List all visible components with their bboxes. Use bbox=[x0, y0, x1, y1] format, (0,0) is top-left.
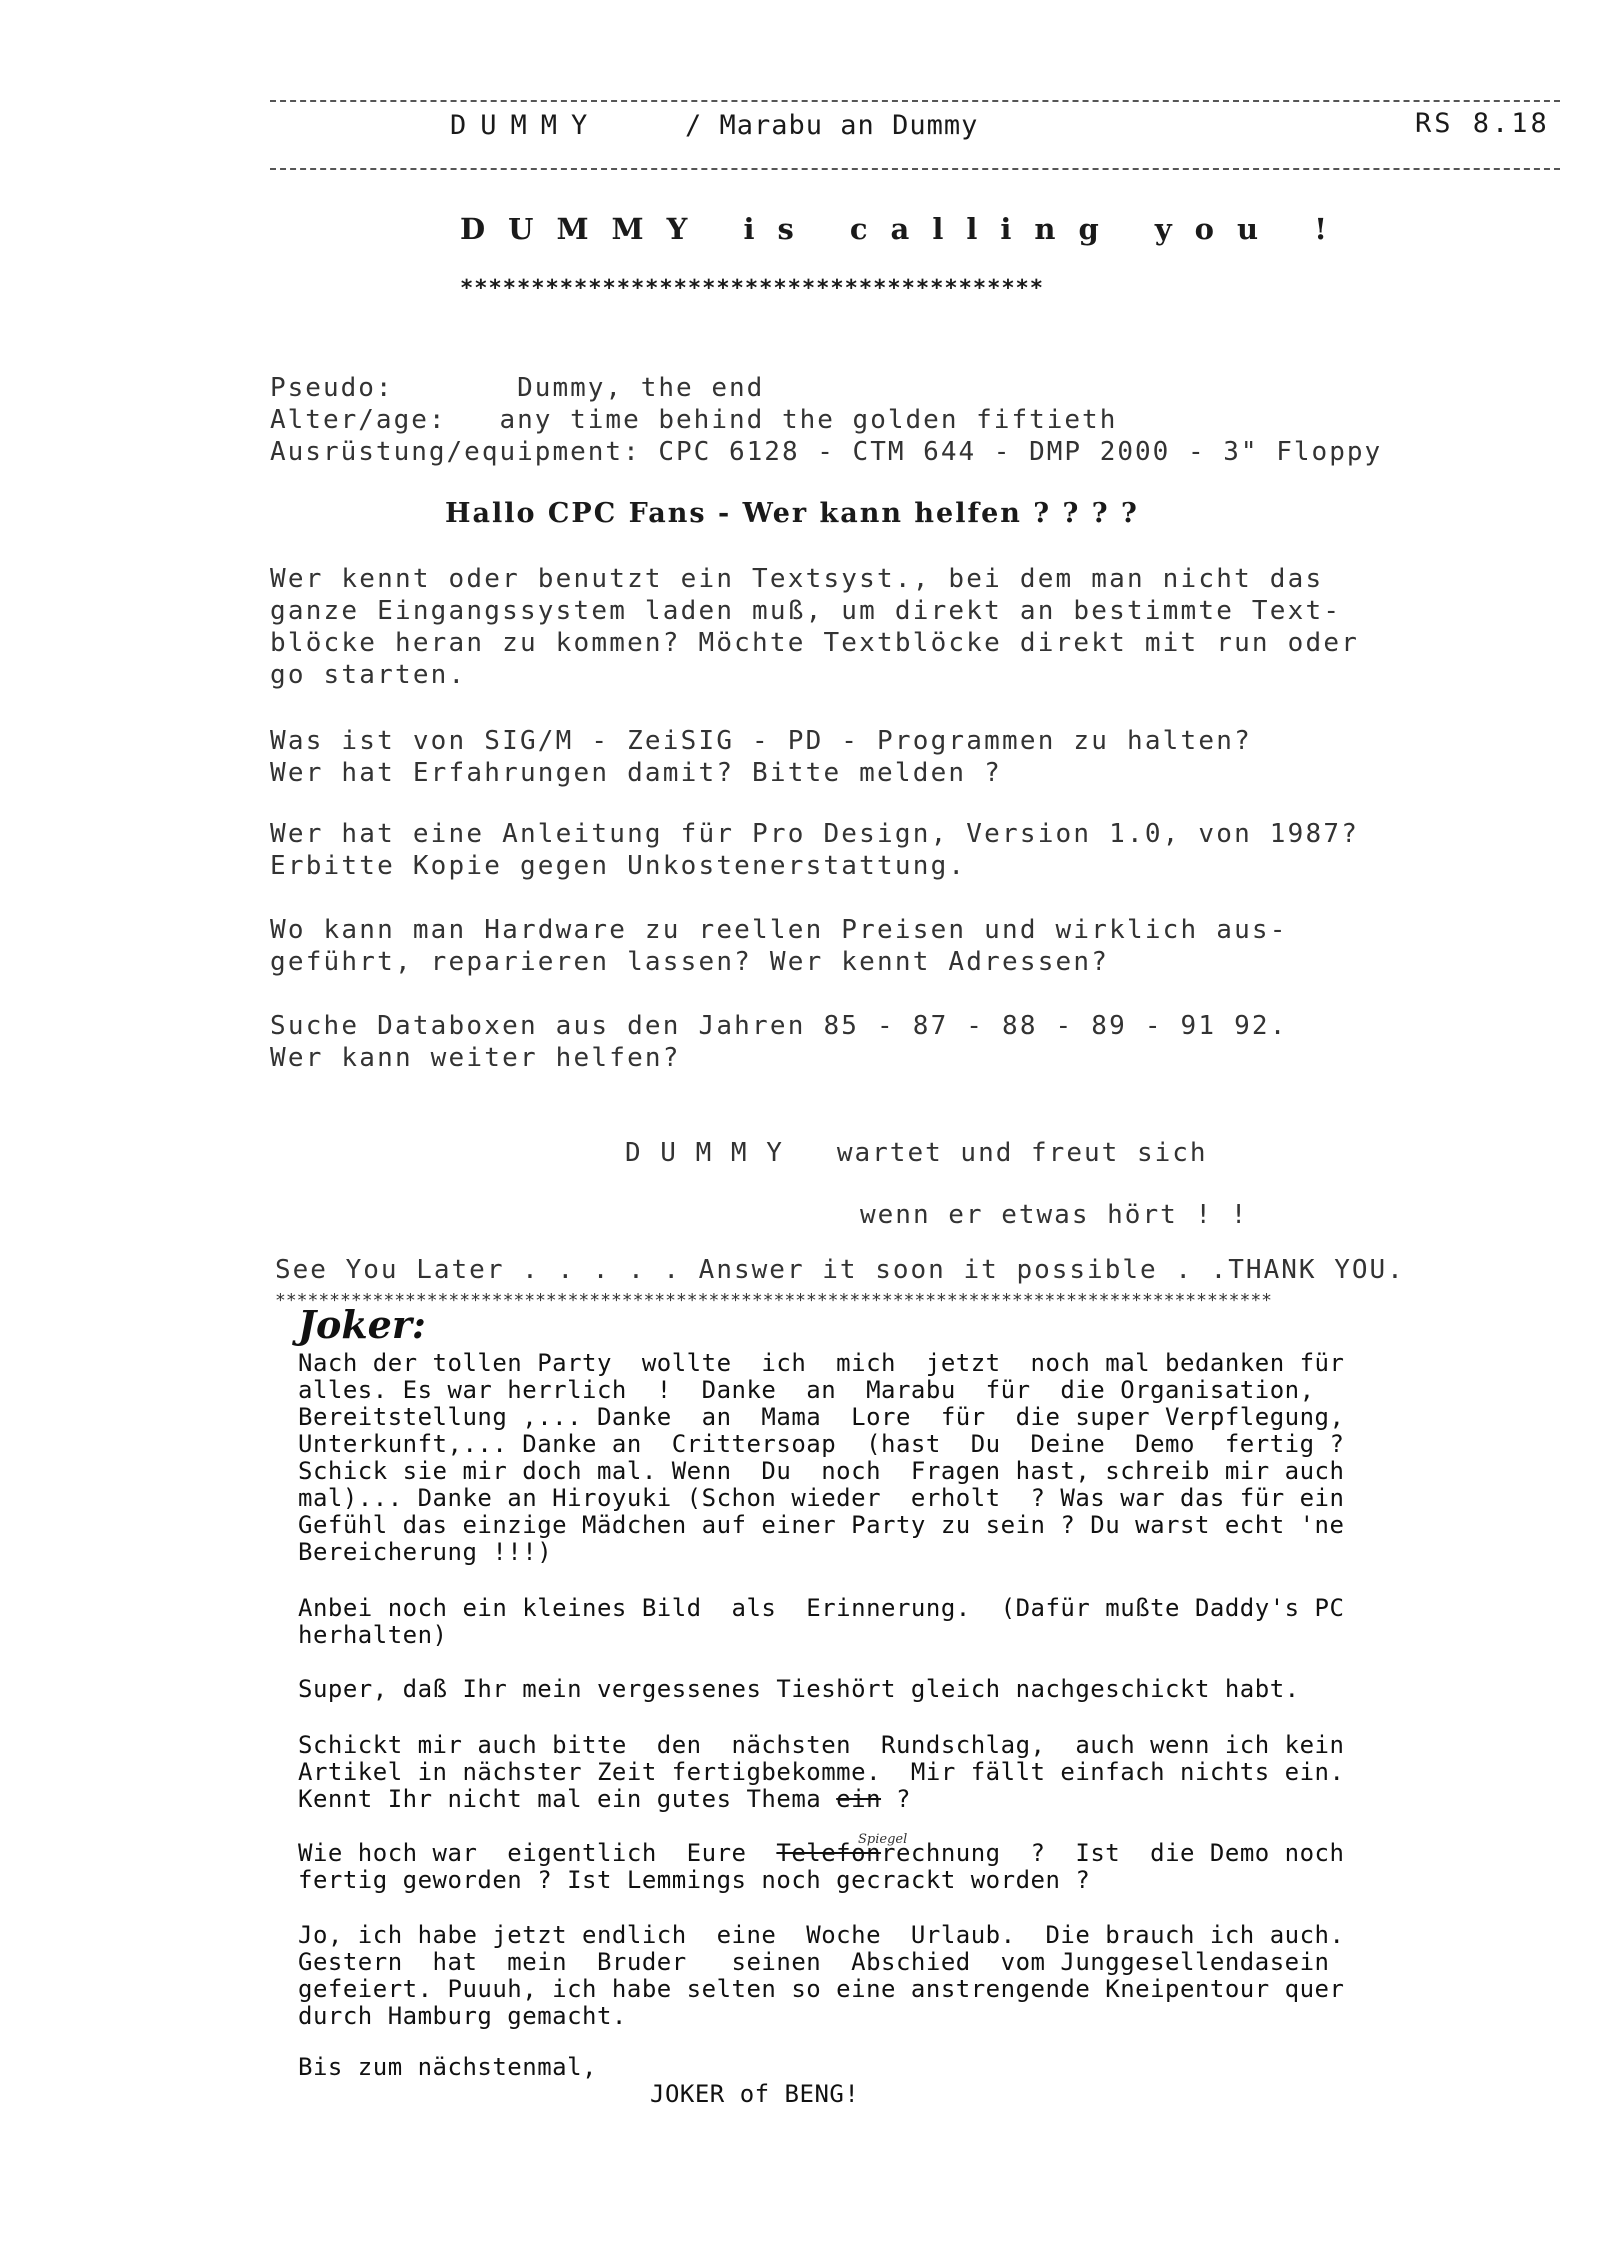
header-subtitle: / Marabu an Dummy bbox=[685, 110, 979, 141]
joker-paragraph-rundschlag bbox=[298, 1732, 1344, 1813]
info-age: Alter/age: any time behind the golden fiftieth bbox=[270, 405, 1118, 435]
paragraph-databoxen: Suche Databoxen aus den Jahren 85 - 87 - 88 - 89 - 91 92. Wer kann weiter helfen? bbox=[270, 1011, 1288, 1073]
info-equipment: Ausrüstung/equipment: CPC 6128 - CTM 644 - DMP 2000 - 3" Floppy bbox=[270, 437, 1383, 467]
header-reference: RS 8.18 bbox=[1415, 108, 1550, 139]
closing-see-you: See You Later . . . . . Answer it soon it possible . .THANK YOU. bbox=[275, 1255, 1405, 1285]
joker-paragraph-telefon bbox=[298, 1840, 1344, 1894]
struck-word-ein: ein bbox=[836, 1785, 882, 1813]
closing-line-1: D U M M Y wartet und freut sich bbox=[625, 1138, 1208, 1168]
paragraph-prodesign: Wer hat eine Anleitung für Pro Design, Version 1.0, von 1987? Erbitte Kopie gegen Unkostenerstattung. bbox=[270, 819, 1360, 881]
rundschlag-text: Schickt mir auch bitte den nächsten Rundschlag, auch wenn ich kein Artikel in nächster Zeit fertigbekomme. Mir fällt einfach nichts ein. Kennt Ihr nicht mal ein gutes Thema bbox=[298, 1731, 1345, 1813]
star-divider-2: ******************************************************************************************** bbox=[275, 1290, 1272, 1311]
paragraph-hardware: Wo kann man Hardware zu reellen Preisen und wirklich aus- geführt, reparieren lassen? Wer kennt Adressen? bbox=[270, 915, 1288, 977]
header-title: DUMMY bbox=[450, 110, 602, 141]
hallo-heading: Hallo CPC Fans - Wer kann helfen ? ? ? ? bbox=[445, 498, 1139, 529]
headline: DUMMY is calling you ! bbox=[460, 212, 1350, 246]
joker-paragraph-thanks: Nach der tollen Party wollte ich mich jetzt noch mal bedanken für alles. Es war herrlich ! Danke an Marabu für die Organisation, Bereitstellung ,... Danke an Mama Lore für die super Verpflegung, Unterkunft,... Danke an Crittersoap (hast Du Deine Demo fertig ? Schick sie mir doch mal. Wenn Du noch Fragen hast, schreib mir auch mal)... Danke an Hiroyuki (Schon wieder erholt ? Was war das für ein Gefühl das einzige Mädchen auf einer Party zu sein ? Du warst echt 'ne Bereicherung !!!) bbox=[298, 1349, 1345, 1566]
info-pseudo: Pseudo: Dummy, the end bbox=[270, 373, 765, 403]
closing-line-2: wenn er etwas hört ! ! bbox=[860, 1200, 1249, 1230]
joker-paragraph-picture: Anbei noch ein kleines Bild als Erinnerung. (Dafür mußte Daddy's PC herhalten) bbox=[298, 1594, 1345, 1649]
joker-paragraph-urlaub: Jo, ich habe jetzt endlich eine Woche Urlaub. Die brauch ich auch. Gestern hat mein Bruder seinen Abschied vom Junggesellendasein gefeiert. Puuuh, ich habe selten so eine anstrengende Kneipentour quer durch Hamburg gemacht. bbox=[298, 1921, 1345, 2030]
struck-word-telefon: Telefon bbox=[776, 1839, 882, 1867]
joker-signature: JOKER of BENG! bbox=[650, 2080, 860, 2108]
header-top-rule bbox=[270, 100, 1560, 102]
handwritten-correction: Spiegel bbox=[858, 1832, 908, 1847]
telefon-end: rechnung ? Ist die Demo noch fertig geworden ? Ist Lemmings noch gecrackt worden ? bbox=[298, 1839, 1345, 1894]
joker-heading: Joker: bbox=[298, 1302, 426, 1347]
star-divider: ***************************************** bbox=[460, 276, 1045, 301]
telefon-text: Wie hoch war eigentlich Eure bbox=[298, 1839, 777, 1867]
rundschlag-end: ? bbox=[881, 1785, 911, 1813]
paragraph-textsystem: Wer kennt oder benutzt ein Textsyst., bei dem man nicht das ganze Eingangssystem laden muß, um direkt an bestimmte Text- blöcke heran zu kommen? Möchte Textblöcke direkt mit run oder go starten. bbox=[270, 564, 1360, 690]
joker-paragraph-tieshirt: Super, daß Ihr mein vergessenes Tieshört gleich nachgeschickt habt. bbox=[298, 1675, 1300, 1703]
paragraph-sigm: Was ist von SIG/M - ZeiSIG - PD - Programmen zu halten? Wer hat Erfahrungen damit? Bitte melden ? bbox=[270, 726, 1252, 788]
header-bottom-rule bbox=[270, 168, 1560, 170]
joker-closing: Bis zum nächstenmal, bbox=[298, 2053, 597, 2081]
